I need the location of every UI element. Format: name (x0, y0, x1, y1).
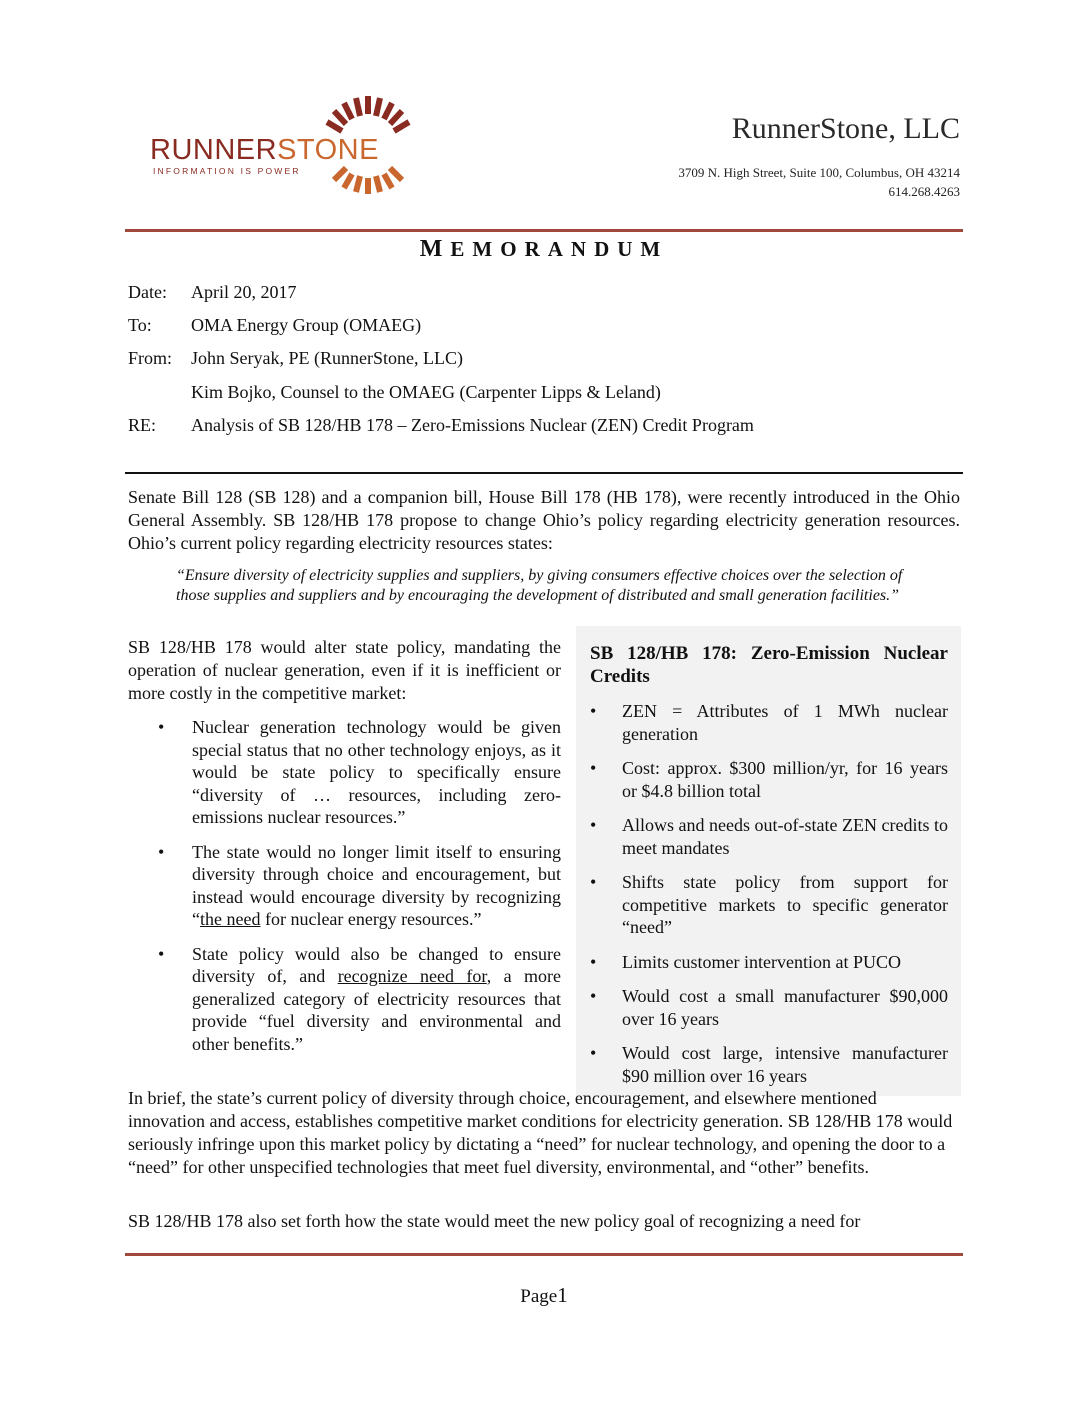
sidebar-title: SB 128/HB 178: Zero-Emission Nuclear Credits (590, 643, 948, 687)
memo-from-1: John Seryak, PE (RunnerStone, LLC) (191, 348, 463, 368)
policy-quote: “Ensure diversity of electricity supplies and suppliers, by giving consumers effective choices over the selection of those supplies and suppliers and by encouraging the development of distributed and small generation facilities.” (176, 567, 903, 604)
memo-date-row (128, 282, 297, 303)
logo-wordmark: RUNNERSTONE (150, 134, 379, 166)
company-address: 3709 N. High Street, Suite 100, Columbus, OH 43214 (678, 165, 960, 180)
header-divider (125, 229, 963, 232)
list-item: • ZEN = Attributes of 1 MWh nuclear generation (590, 701, 948, 744)
alter-intro-paragraph: SB 128/HB 178 would alter state policy, mandating the operation of nuclear generation, even if it is inefficient or more costly in the competitive market: (128, 637, 561, 703)
list-item: • Would cost a small manufacturer $90,000 over 16 years (590, 986, 948, 1029)
memo-from-2: Kim Bojko, Counsel to the OMAEG (Carpenter Lipps & Leland) (191, 382, 661, 402)
list-item: • Shifts state policy from support for competitive markets to specific generator “need” (590, 872, 948, 937)
bullet-icon: • (590, 951, 597, 972)
bullet-icon: • (590, 1043, 597, 1063)
memo-re-row (128, 415, 754, 436)
re-label: RE: (128, 415, 157, 435)
list-item: • The state would no longer limit itself to ensuring diversity through choice and encouragement, but instead would encourage diversity by recognizing “the need for nuclear energy resources.” (158, 841, 561, 929)
intro-paragraph: Senate Bill 128 (SB 128) and a companion bill, House Bill 178 (HB 178), were recently introduced in the Ohio General Assembly. SB 128/HB 178 propose to change Ohio’s policy regarding electricity generation resources. Ohio’s current policy regarding electricity resources states: (128, 487, 960, 553)
company-name: RunnerStone, LLC (731, 112, 960, 145)
bullet-icon: • (590, 986, 597, 1006)
list-item: • State policy would also be changed to ensure diversity of, and recognize need for, a more generalized category of electricity resources that provide “fuel diversity and environmental and other benefits.” (158, 943, 561, 1054)
company-phone: 614.268.4263 (888, 184, 960, 199)
page-number: Page1 (520, 1283, 568, 1307)
memo-to: OMA Energy Group (OMAEG) (191, 315, 422, 335)
bullet-icon: • (158, 717, 165, 737)
sidebar-list (590, 700, 948, 1099)
list-item: • Allows and needs out-of-state ZEN credits to meet mandates (590, 815, 948, 858)
memo-to-row (128, 315, 421, 336)
list-item: • Would cost large, intensive manufacturer $90 million over 16 years (590, 1043, 948, 1086)
bullet-icon: • (158, 943, 165, 964)
from-label: From: (128, 348, 173, 368)
memo-title: MEMORANDUM (419, 236, 669, 262)
company-address-block (678, 163, 960, 201)
to-label: To: (128, 315, 152, 335)
memo-date: April 20, 2017 (191, 282, 297, 302)
company-logo (150, 88, 430, 208)
continued-paragraph: SB 128/HB 178 also set forth how the state would meet the new policy goal of recognizing a need for (128, 1211, 861, 1231)
bullet-icon: • (590, 758, 597, 778)
bullet-icon: • (590, 701, 597, 721)
list-item: • Cost: approx. $300 million/yr, for 16 years or $4.8 billion total (590, 758, 948, 801)
bullet-icon: • (158, 841, 165, 862)
memo-from-row-2 (128, 382, 661, 403)
meta-divider (125, 472, 963, 474)
brief-paragraph: In brief, the state’s current policy of diversity through choice, encouragement, and elsewhere mentioned innovation and access, establishes competitive market conditions for electricity generation. SB 128/HB 178 would seriously infringe upon this market policy by dictating a “need” for nuclear technology, and opening the door to a “need” for other unspecified technologies that meet fuel diversity, environmental, and “other” benefits. (128, 1088, 953, 1177)
list-item: • Nuclear generation technology would be given special status that no other technology enjoys, as it would be state policy to specifically ensure “diversity of … resources, including zero-emissions nuclear resources.” (158, 717, 561, 827)
policy-bullet-list (128, 716, 561, 1067)
bullet-icon: • (590, 815, 597, 835)
footer-divider (125, 1253, 963, 1256)
logo-tagline: INFORMATION IS POWER (153, 166, 301, 176)
memo-subject: Analysis of SB 128/HB 178 – Zero-Emissions Nuclear (ZEN) Credit Program (191, 415, 754, 435)
date-label: Date: (128, 282, 167, 302)
memo-from-row (128, 348, 463, 369)
bullet-icon: • (590, 872, 597, 892)
list-item: • Limits customer intervention at PUCO (590, 951, 901, 972)
zen-credits-sidebar (576, 626, 961, 1096)
